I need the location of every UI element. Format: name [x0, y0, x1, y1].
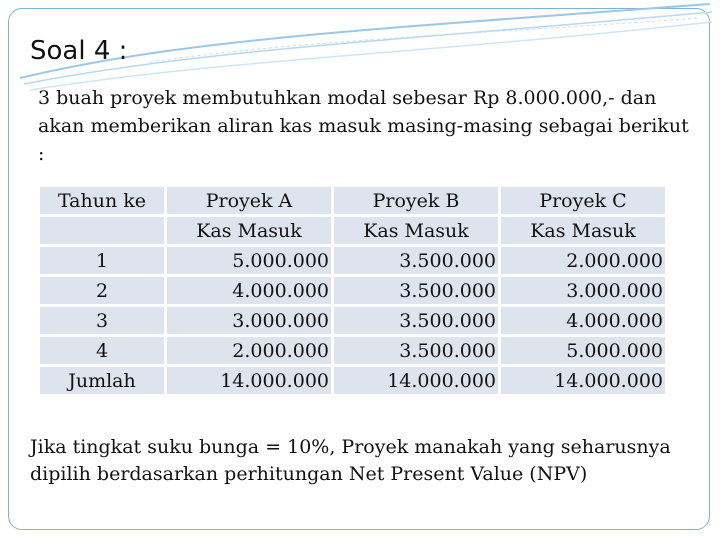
project-c-cell: 4.000.000	[501, 307, 665, 334]
header-project-a: Proyek A	[167, 187, 331, 214]
project-c-cell: 2.000.000	[501, 247, 665, 274]
table-subheader-row	[40, 217, 665, 244]
project-b-cell: 3.500.000	[334, 337, 498, 364]
table-row	[40, 337, 665, 364]
subheader-project-b: Kas Masuk	[334, 217, 498, 244]
table-row	[40, 277, 665, 304]
subheader-project-a: Kas Masuk	[167, 217, 331, 244]
intro-paragraph: 3 buah proyek membutuhkan modal sebesar Rp 8.000.000,- dan akan memberikan aliran kas masuk masing-masing sebagai berikut :	[38, 87, 689, 165]
cash-flow-table	[37, 184, 668, 397]
table-row	[40, 247, 665, 274]
table-header-row	[40, 187, 665, 214]
project-b-cell: 3.500.000	[334, 247, 498, 274]
project-a-cell: 4.000.000	[167, 277, 331, 304]
header-project-b: Proyek B	[334, 187, 498, 214]
year-cell: 3	[40, 307, 164, 334]
year-cell: 1	[40, 247, 164, 274]
project-b-cell: 3.500.000	[334, 277, 498, 304]
table-total-row	[40, 367, 665, 394]
project-a-cell: 3.000.000	[167, 307, 331, 334]
total-project-c: 14.000.000	[501, 367, 665, 394]
year-cell: 2	[40, 277, 164, 304]
question-paragraph: Jika tingkat suku bunga = 10%, Proyek manakah yang seharusnya dipilih berdasarkan perhitungan Net Present Value (NPV)	[30, 436, 671, 485]
total-label: Jumlah	[40, 367, 164, 394]
project-b-cell: 3.500.000	[334, 307, 498, 334]
total-project-b: 14.000.000	[334, 367, 498, 394]
table-row	[40, 307, 665, 334]
slide-title: Soal 4 :	[30, 36, 128, 66]
total-project-a: 14.000.000	[167, 367, 331, 394]
project-a-cell: 5.000.000	[167, 247, 331, 274]
project-c-cell: 5.000.000	[501, 337, 665, 364]
header-year: Tahun ke	[40, 187, 164, 214]
project-c-cell: 3.000.000	[501, 277, 665, 304]
subheader-project-c: Kas Masuk	[501, 217, 665, 244]
project-a-cell: 2.000.000	[167, 337, 331, 364]
header-project-c: Proyek C	[501, 187, 665, 214]
subheader-empty	[40, 217, 164, 244]
year-cell: 4	[40, 337, 164, 364]
